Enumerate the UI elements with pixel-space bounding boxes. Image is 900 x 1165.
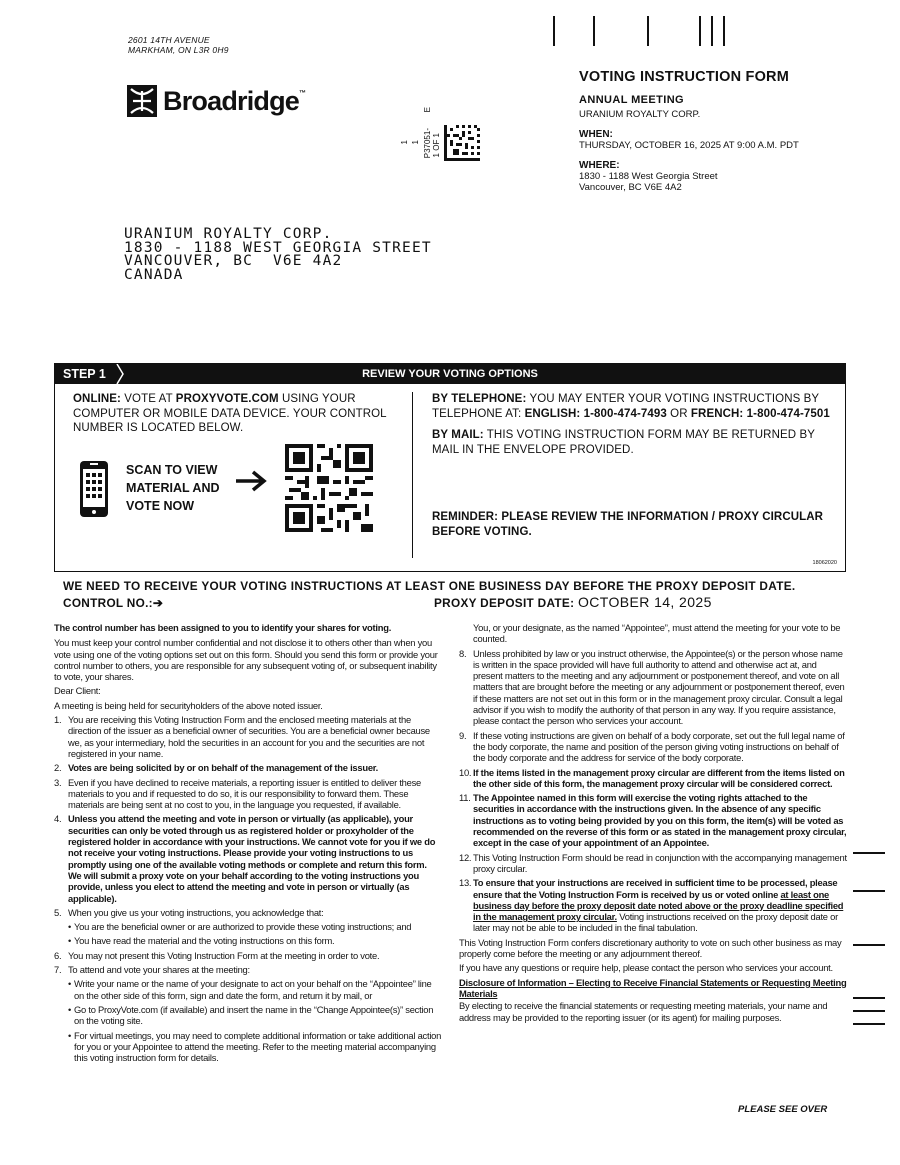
where-line: Vancouver, BC V6E 4A2 [579,182,682,193]
bullet-item: • For virtual meetings, you may need to complete additional information or take additional action for you or your Appointee to attend the meeting. Refer to the meeting material accompanying this voting instruction form for details. [68,1029,442,1064]
meeting-type: ANNUAL MEETING [579,94,685,106]
qr-code[interactable] [285,444,373,532]
online-option: ONLINE: VOTE AT PROXYVOTE.COM USING YOUR COMPUTER OR MOBILE DATA DEVICE. YOUR CONTROL NUMBER IS LOCATED BELOW. [73,393,387,434]
control-heading: The control number has been assigned to you to identify your shares for voting. [54,622,392,633]
instructions-left [54,622,442,1066]
address-line: 1830 - 1188 WEST GEORGIA STREET [124,239,432,256]
address-line: URANIUM ROYALTY CORP. [124,226,333,242]
registration-mark [853,997,885,999]
scan-prompt: SCAN TO VIEW MATERIAL AND VOTE NOW [126,463,220,513]
list-item: 12. This Voting Instruction Form should be read in conjunction with the accompanying management proxy circular. [459,851,847,874]
list-item: 7. To attend and vote your shares at the meeting: [54,964,250,976]
list-item: 2. Votes are being solicited by or on behalf of the management of the issuer. [54,762,379,774]
language-code: E [423,107,432,113]
paragraph: A meeting is being held for securityholders of the above noted issuer. [54,699,323,711]
list-item: 6. You may not present this Voting Instruction Form at the meeting in order to vote. [54,949,380,961]
page-count: 1 OF 1 [432,133,441,158]
registration-mark [853,890,885,892]
list-item: 1. You are receiving this Voting Instruction Form and the enclosed meeting materials at the direction of the issuer as a beneficial owner of securities. You are a beneficial owner because we, as your intermediary, hold the securities in an account for you and the securities are not registered in your name. [54,714,430,759]
voting-options-header [55,364,845,384]
proxy-deposit-label: PROXY DEPOSIT DATE: [434,596,575,610]
column-divider [412,392,413,558]
meeting-info [579,69,879,193]
paragraph: If you have any questions or require help, please contact the person who services your account. [459,962,833,974]
paragraph: This Voting Instruction Form confers discretionary authority to vote on such other business as may properly come before the meeting or any adjournment thereof. [459,936,842,960]
disclosure-heading: Disclosure of Information – Electing to Receive Financial Statements or Requesting Meeting Materials [459,976,847,999]
deadline-notice: WE NEED TO RECEIVE YOUR VOTING INSTRUCTIONS AT LEAST ONE BUSINESS DAY BEFORE THE PROXY DEPOSIT DATE. [63,579,796,593]
voting-options-box [54,363,846,572]
list-item: 11. The Appointee named in this form will exercise the voting rights attached to the securities in accordance with the instructions given. In the absence of any specific instructions as to voting being provided by you on this form, the item(s) will be voted as recommended on the reverse of this form or as stated in the management proxy circular, except in the case of your appointment of an Appointee. [459,792,847,849]
instructions-right [459,622,847,1026]
mailing-address [124,228,432,282]
list-item: 5. When you give us your voting instructions, you acknowledge that: [54,906,324,918]
logo-wordmark: Broadridge™ [163,85,306,116]
list-item: 13. To ensure that your instructions are received in sufficient time to be processed, please ensure that the Voting Instruction Form is received by us or voted online at least one business day before the proxy deposit date noted above or the proxy deadline specified in the management proxy circular. Voting instructions received on the proxy deposit date or later may not be able to be included in the final tabulation. [459,877,844,934]
meeting-date: THURSDAY, OCTOBER 16, 2025 AT 9:00 A.M. PDT [579,140,799,151]
control-number-label: CONTROL NO.:➔ [63,596,164,610]
telephone-option: BY TELEPHONE: YOU MAY ENTER YOUR VOTING INSTRUCTIONS BY TELEPHONE AT: ENGLISH: 1-800-474-7493 OR FRENCH: 1-800-474-7501 [432,393,830,420]
phone-english[interactable]: ENGLISH: 1-800-474-7493 [524,407,667,420]
bullet-item: • You are the beneficial owner or are authorized to provide these voting instructions; and [68,921,412,933]
form-title: VOTING INSTRUCTION FORM [579,69,790,85]
reminder: REMINDER: PLEASE REVIEW THE INFORMATION / PROXY CIRCULAR BEFORE VOTING. [432,511,824,538]
bullet-item: • Write your name or the name of your designate to act on your behalf on the “Appointee” line on the other side of this form, sign and date the form, and return it by mail, or [68,978,432,1001]
postal-barcode [553,16,733,48]
registration-mark [853,1010,885,1012]
arrow-right-icon [235,469,267,493]
paragraph: By electing to receive the financial statements or requesting meeting materials, your name and address may be provided to the reporting issuer (or its agent) for mailing purposes. [459,1000,828,1023]
datamatrix-code [444,125,480,161]
step-chevron-icon [113,364,127,384]
please-see-over: PLEASE SEE OVER [738,1104,828,1115]
list-item: 10. If the items listed in the management proxy circular are different from the items listed on the other side of this form, the management proxy circular will be considered correct. [459,766,845,789]
proxyvote-link[interactable]: PROXYVOTE.COM [175,393,279,405]
sort-digit: 1 [411,140,420,145]
proxy-deposit-date: OCTOBER 14, 2025 [578,594,712,610]
bullet-item: • You have read the material and the voting instructions on this form. [68,935,335,947]
when-label: WHEN: [579,129,613,140]
return-address [128,35,229,55]
voting-options-heading: REVIEW YOUR VOTING OPTIONS [362,368,538,380]
issuer-name: URANIUM ROYALTY CORP. [579,109,701,120]
registration-mark [853,1023,885,1025]
broadridge-logo [127,85,305,117]
bullet-item: • Go to ProxyVote.com (if available) and insert the name in the “Change Appointee(s)” section on the voting site. [68,1003,434,1027]
return-address-line: 2601 14TH AVENUE [128,35,210,45]
mobile-phone-icon [79,460,109,518]
registration-mark [853,852,885,854]
list-item: 9. If these voting instructions are given on behalf of a body corporate, set out the full legal name of the body corporate, the name and position of the person giving voting instructions on behalf of the body corporate and the address for service of the body corporate. [459,729,845,764]
registration-mark [853,944,885,946]
list-item: 3. Even if you have declined to receive materials, a reporting issuer is entitled to deliver these materials to you and if requested to do so, it is our responsibility to forward them. These materials are being sent at no cost to you, in the language you requested, if available. [54,776,422,811]
sort-digit: 1 [400,140,409,145]
paragraph: Dear Client: [54,685,101,697]
address-line: VANCOUVER, BC V6E 4A2 [124,253,343,269]
paragraph: You, or your designate, as the named “Appointee”, must attend the meeting for your vote to be counted. [473,622,841,645]
paragraph: You must keep your control number confidential and not disclose it to others other than when you vote using one of the voting options set out on this form. Should you send this form or provide your control number to others, you are responsible for any subsequent voting of, or subsequent inability to vote, your shares. [54,637,438,683]
address-line: CANADA [124,266,184,283]
list-item: 8. Unless prohibited by law or you instruct otherwise, the Appointee(s) or the person whose name is written in the space provided will have full authority to attend and otherwise act at, and present matters to the meeting and any adjournment or postponement thereof, and vote on all matters that are brought before the meeting or any adjournment or postponement thereof, even if these matters are not set out in this form or in the management proxy circular. Consult a legal advisor if you wish to modify the authority of that person in any way. If you require assistance, please contact the person who services your account. [459,647,845,727]
list-item: 4. Unless you attend the meeting and vote in person or virtually (as applicable), your securities can only be voted through us as registered holder or proxyholder of the registered holder in accordance with your instructions. We cannot vote for you if we do not receive your voting instructions. Please provide your voting instructions to us promptly using one of the available voting methods or complete and return this form. We will submit a proxy vote on your behalf according to the voting instructions you provide, unless you elect to attend the meeting and vote in person or virtually (as applicable). [54,813,436,904]
document-code: P37051- [423,128,432,159]
mail-option: BY MAIL: THIS VOTING INSTRUCTION FORM MAY BE RETURNED BY MAIL IN THE ENVELOPE PROVIDED. [432,429,815,456]
phone-french[interactable]: FRENCH: 1-800-474-7501 [690,407,830,420]
where-line: 1830 - 1188 West Georgia Street [579,171,718,182]
step-label: STEP 1 [55,364,125,384]
where-label: WHERE: [579,160,620,171]
return-address-line: MARKHAM, ON L3R 0H9 [128,45,229,55]
broadridge-mark-icon [127,85,157,117]
box-code: 18062020 [812,560,837,566]
